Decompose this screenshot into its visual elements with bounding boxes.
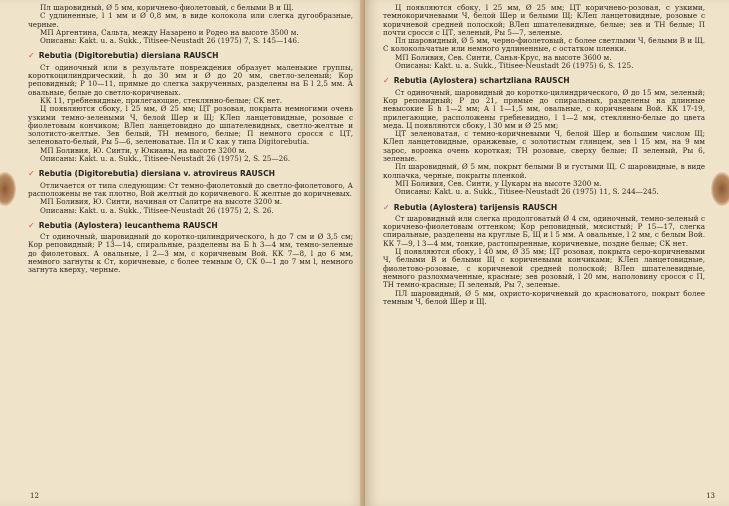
paragraph: С удлиненные, l 1 мм и Ø 0,8 мм, в виде колокола или слегка дугообразные, черные. — [28, 11, 353, 29]
section-heading: ✓ Rebutia (Aylostera) tarijensis RAUSCH — [383, 202, 558, 212]
paragraph: Ц появляются сбоку, l 40 мм, Ø 35 мм; ЦТ розовая, покрыта серо-коричневыми Ч, белыми В и белыми Щ с коричневыми кончиками; КЛеп ланцетовидные, фиолетово-розовые, с коричневой средней полоской; ВЛеп шпателевидные, немного разлохмаченные, красные; зев розовый, l 20 мм, наполовину сросся с П, ТН темно-красные; П зеленый, Ры 7, зеленые. — [383, 247, 705, 290]
page-number: 12 — [30, 492, 39, 500]
paragraph: МП Боливия, Ю. Синти, у Юкианы, на высоте 3200 м. — [40, 145, 247, 155]
paragraph: Описаны: Kakt. u. a. Sukk., Titisee-Neustadt 26 (1975) 7, S. 145—146. — [40, 36, 300, 46]
paragraph: МП Боливия, Сев. Синти, Санья-Крус, на высоте 3600 м. — [395, 52, 612, 62]
paragraph: Отличается от типа следующим: Ст темно-фиолетовый до светло-фиолетового, А расположены не так плотно, Вой желтый до коричневого. К желтые до коричневых. — [28, 180, 353, 198]
paragraph: Ст одиночный или в результате повреждения образует маленькие группы, короткоцилиндрический, h до 30 мм и Ø до 20 мм, светло-зеленый; Кор реповидный; Р 10—11, прямые до слегка закрученных, разделены на Б l 2,5 мм. А овальные, белые до светло-коричневых. — [28, 62, 353, 97]
paragraph: Ст шаровидный или слегка продолговатый Ø 4 см, одиночный, темно-зеленый с коричнево-фиолетовым оттенком; Кор реповидный, мясистый; Р 15—17, слегка спиральные, разделены на круглые Б, Щ и l 5 мм. А овальные, l 2 мм, с белым Вой. КК 7—9, l 3—4 мм, тонкие, растопыренные, коричневые, поздне белые; СК нет. — [383, 213, 705, 248]
paragraph: Описаны: Kakt. u. a. Sukk., Titisee-Neustadt 26 (1975) 11, S. 244—245. — [395, 187, 659, 197]
paragraph: Пл шаровидный, Ø 5 мм, коричнево-фиолетовый, с белыми В и Щ. — [40, 3, 294, 12]
section-heading: ✓ Rebutia (Aylostera) leucanthema RAUSCH — [28, 220, 218, 230]
paragraph: Пл шаровидный, Ø 5 мм, черно-фиолетовый, с более светлыми Ч, белыми В и Щ. С колокольчатые или немного удлиненные, с остатком пленки. — [383, 36, 705, 54]
checkmark-icon: ✓ — [28, 220, 35, 230]
paragraph: КК 11, гребневидные, прилегающие, стеклянно-белые; СК нет. — [40, 95, 282, 105]
section-heading: ✓ Rebutia (Digitorebutia) diersiana v. atrovireus RAUSCH — [28, 169, 276, 179]
paragraph: Пл шаровидный, Ø 5 мм, покрыт белыми В и густыми Щ. С шаровидные, в виде колпачка, черные, покрыты пленкой. — [383, 162, 705, 180]
paragraph: Ст одиночный, шаровидный до коротко-цилиндрического, Ø до 15 мм, зеленый; Кор реповидный; Р до 21, прямые до спиральных, разделены на длинные невысокие Б h 1—2 мм; А l 1—1,5 мм, овальные, с коричневым Вой. КК 17-19, прилегающие, расположены гребневидно, l 1—2 мм, стеклянно-белые до цвета меда. Ц появляются сбоку, l 30 мм и Ø 25 мм; — [383, 87, 705, 130]
checkmark-icon: ✓ — [383, 76, 390, 86]
page-number: 13 — [706, 492, 715, 500]
checkmark-icon: ✓ — [28, 51, 35, 61]
paragraph: МП Аргентина, Сальта, между Назарено и Родео на высоте 3500 м. — [40, 27, 299, 37]
paragraph: Ц появляются сбоку, l 25 мм, Ø 25 мм; ЦТ коричнево-розовая, с узкими, темнокоричневыми Ч, белой Шер и белыми Щ; КЛеп ланцетовидные, розовые с коричневой средней полоской; ВЛеп шпателевидные, белые; зев и ТН белые; П почти сросся с ЦТ, зеленый, Ры 5—7, зеленые. — [383, 3, 705, 37]
punch-hole — [711, 172, 729, 206]
paragraph: Ц появляются сбоку, l 25 мм, Ø 25 мм; ЦТ розовая, покрыта немногими очень узкими темно-зелеными Ч, белой Шер и Щ; КЛеп ланцетовидные, розовые с фиолетовым кончиком; ВЛеп ланцетовидно до шпателевидных, светло-желтые и золотисто-желтые. Зев белый, ТН немного, белые; П немного сросся с ЦТ, зеленовато-белый, Ры 5—6, зеленоватые. Пл и С как у типа Digitorebutia. — [28, 104, 353, 147]
paragraph: ПЛ шаровидный, Ø 5 мм, охристо-коричневый до красноватого, покрыт более темным Ч, белой Шер и Щ. — [383, 288, 705, 306]
section-heading: ✓ Rebutia (Digitorebutia) diersiana RAUSCH — [28, 51, 219, 61]
section-heading: ✓ Rebutia (Aylostera) schartzliana RAUSCH — [383, 76, 570, 86]
right-page — [365, 0, 729, 506]
left-top-block — [28, 4, 353, 45]
paragraph: Описаны: Kakt. u. a. Sukk., Titisee-Neustadt 26 (1975) 2, S. 26. — [40, 205, 274, 215]
checkmark-icon: ✓ — [383, 202, 390, 212]
paragraph: Описаны: Kakt. u. a. Sukk., Titisee-Neustadt 26 (1975) 2, S. 25—26. — [40, 154, 291, 164]
paragraph: МП Боливия, Сев. Синти, у Цукары на высоте 3200 м. — [395, 178, 602, 188]
paragraph: МП Боливия, Ю. Синти, начиная от Салитре на высоте 3200 м. — [40, 197, 283, 207]
paragraph: Ст одиночный, шаровидный до коротко-цилиндрического, h до 7 см и Ø 3,5 см; Кор реповидный; Р 13—14, спиральные, разделены на Б h 3—4 мм, темно-зеленые до фиолетовых. А овальные, l 2—3 мм, с коричневым Вой. КК 7—8, l до 6 мм, немного загнуты к Ст, коричневые, с более темным О, СК 0—1 до 7 мм l, немного загнута кверху, черные. — [28, 232, 353, 275]
paragraph: Описаны: Kakt. u. a. Sukk., Titisee-Neustadt 26 (1975) 6, S. 125. — [395, 61, 634, 71]
checkmark-icon: ✓ — [28, 169, 35, 179]
paragraph: ЦТ зеленоватая, с темно-коричневыми Ч, белой Шер и большим числом Щ; КЛеп ланцетовидные, оранжевые, с золотистым глянцем, зев l 15 мм, на 9 мм зарос, воронка очень короткая; ТН розовые, сверху белые; П зеленый, Ры 6, зеленые. — [383, 129, 705, 164]
